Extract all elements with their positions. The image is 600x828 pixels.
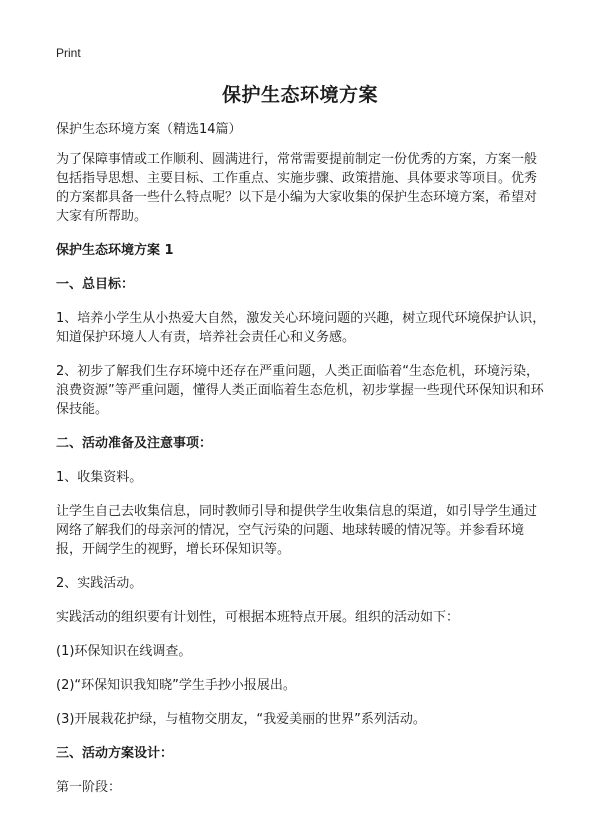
- heading-preparation: 二、活动准备及注意事项：: [56, 436, 213, 451]
- intro-paragraph: 为了保障事情或工作顺利、圆满进行，常常需要提前制定一份优秀的方案，方案一般包括指导思想、主要目标、工作重点、实施步骤、政策措施、具体要求等项目。优秀的方案都具备一些什么特点呢？以下是小编为大家收集的保护生态环境方案，希望对大家有所帮助。: [56, 152, 538, 224]
- goal-paragraph-2: 2、初步了解我们生存环境中还存在严重问题，人类正面临着“生态危机，环境污染，浪费资源”等严重问题，懂得人类正面临着生态危机，初步掌握一些现代环保知识和环保技能。: [56, 364, 544, 417]
- goal-paragraph-1: 1、培养小学生从小热爱大自然，激发关心环境问题的兴趣，树立现代环境保护认识，知道保护环境人人有责，培养社会责任心和义务感。: [56, 311, 546, 345]
- item-practice: 2、实践活动。: [56, 576, 143, 591]
- heading-goals: 一、总目标：: [56, 277, 135, 292]
- practice-paragraph: 实践活动的组织要有计划性，可根据本班特点开展。组织的活动如下：: [56, 610, 460, 625]
- collect-data-paragraph: 让学生自己去收集信息，同时教师引导和提供学生收集信息的渠道，如引导学生通过网络了解我们的母亲河的情况，空气污染的问题、地球转暖的情况等。并参看环境报，开阔学生的视野，增长环保知识等。: [56, 504, 538, 557]
- document-title: 保护生态环境方案: [221, 84, 378, 106]
- activity-3: (3)开展栽花护绿，与植物交朋友，“我爱美丽的世界”系列活动。: [56, 712, 426, 727]
- activity-2: (2)“环保知识我知晓”学生手抄小报展出。: [56, 678, 296, 693]
- activity-1: (1)环保知识在线调查。: [56, 644, 192, 659]
- document-subtitle: 保护生态环境方案（精选14篇）: [56, 122, 242, 137]
- document-body: [56, 120, 548, 812]
- item-collect-data: 1、收集资料。: [56, 470, 143, 485]
- heading-design: 三、活动方案设计：: [56, 746, 174, 761]
- print-label: Print: [56, 46, 81, 60]
- section-title: 保护生态环境方案 1: [56, 243, 174, 258]
- stage-1-label: 第一阶段：: [56, 780, 122, 795]
